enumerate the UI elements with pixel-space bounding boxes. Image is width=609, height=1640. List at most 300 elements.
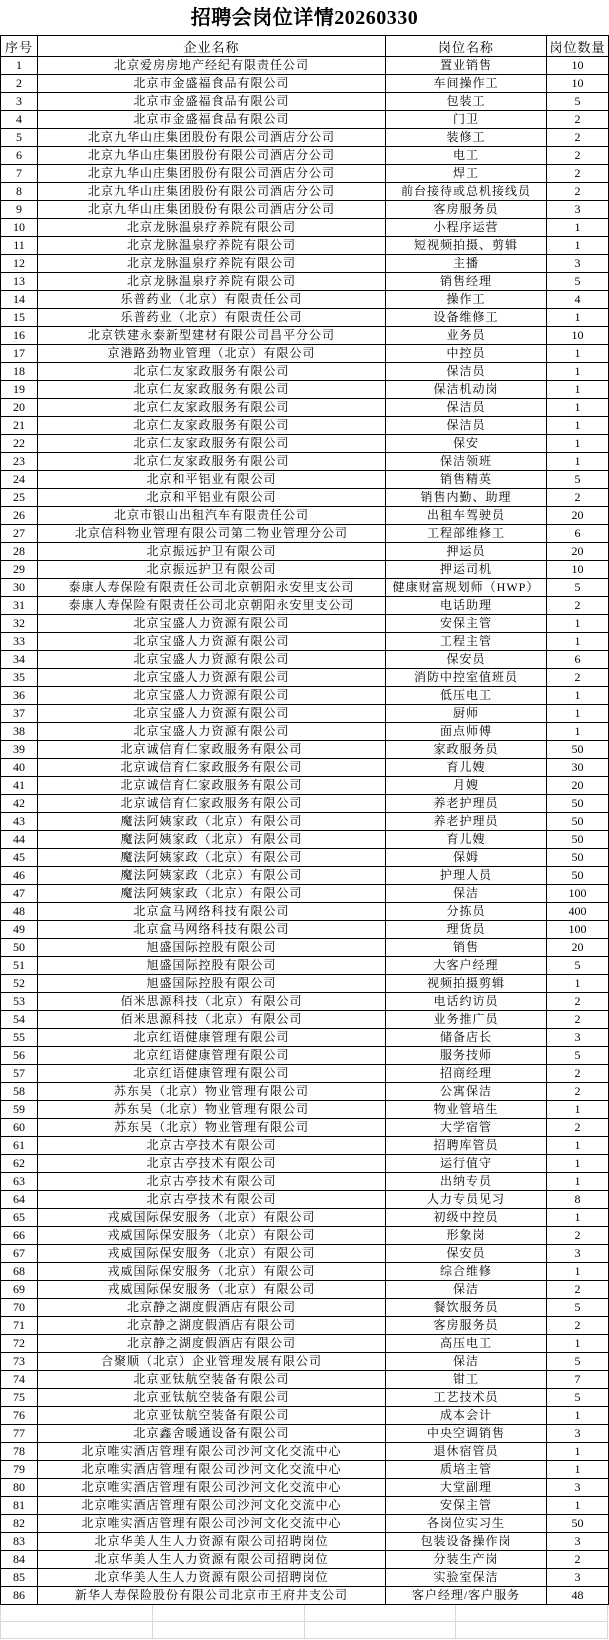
table-row <box>1 381 609 399</box>
cell-position: 消防中控室值班员 <box>386 669 547 687</box>
cell-seq: 75 <box>1 1389 38 1407</box>
cell-seq: 79 <box>1 1461 38 1479</box>
cell-company: 北京华美人生人力资源有限公司招聘岗位 <box>38 1533 386 1551</box>
cell-position: 电工 <box>386 147 547 165</box>
table-row <box>1 129 609 147</box>
cell-count: 20 <box>547 507 609 525</box>
table-row <box>1 561 609 579</box>
cell-seq: 73 <box>1 1353 38 1371</box>
cell-company: 苏东吴（北京）物业管理有限公司 <box>38 1119 386 1137</box>
cell-seq: 3 <box>1 93 38 111</box>
cell-position: 物业管培生 <box>386 1101 547 1119</box>
cell-count: 1 <box>547 687 609 705</box>
table-row <box>1 255 609 273</box>
cell-seq: 63 <box>1 1173 38 1191</box>
cell-company: 北京仁友家政服务有限公司 <box>38 435 386 453</box>
table-row <box>1 831 609 849</box>
cell-seq: 37 <box>1 705 38 723</box>
cell-count: 1 <box>547 1209 609 1227</box>
cell-count: 1 <box>547 399 609 417</box>
cell-company: 北京九华山庄集团股份有限公司酒店分公司 <box>38 165 386 183</box>
cell-company: 北京静之湖度假酒店有限公司 <box>38 1335 386 1353</box>
cell-company: 北京市金盛福食品有限公司 <box>38 111 386 129</box>
cell-count: 3 <box>547 201 609 219</box>
cell-count: 3 <box>547 255 609 273</box>
table-row <box>1 1569 609 1587</box>
cell-position: 初级中控员 <box>386 1209 547 1227</box>
cell-seq: 61 <box>1 1137 38 1155</box>
cell-count: 20 <box>547 939 609 957</box>
table-row <box>1 975 609 993</box>
cell-company: 北京龙脉温泉疗养院有限公司 <box>38 255 386 273</box>
cell-count: 1 <box>547 705 609 723</box>
table-row <box>1 1407 609 1425</box>
cell-seq: 2 <box>1 75 38 93</box>
cell-company: 北京宝盛人力资源有限公司 <box>38 651 386 669</box>
cell-seq: 13 <box>1 273 38 291</box>
cell-company: 北京仁友家政服务有限公司 <box>38 399 386 417</box>
table-row <box>1 1209 609 1227</box>
cell-count: 50 <box>547 831 609 849</box>
table-row <box>1 327 609 345</box>
cell-seq: 52 <box>1 975 38 993</box>
cell-company: 北京盒马网络科技有限公司 <box>38 903 386 921</box>
cell-company: 北京唯实酒店管理有限公司沙河文化交流中心 <box>38 1515 386 1533</box>
cell-count: 1 <box>547 1155 609 1173</box>
cell-seq: 39 <box>1 741 38 759</box>
cell-count: 2 <box>547 1065 609 1083</box>
table-row <box>1 1479 609 1497</box>
cell-count: 50 <box>547 813 609 831</box>
cell-position: 安保主管 <box>386 1497 547 1515</box>
cell-count: 5 <box>547 1047 609 1065</box>
header-count: 岗位数量 <box>547 36 609 57</box>
cell-count: 20 <box>547 777 609 795</box>
cell-position: 大学宿管 <box>386 1119 547 1137</box>
cell-company: 戎威国际保安服务（北京）有限公司 <box>38 1227 386 1245</box>
cell-company: 魔法阿姨家政（北京）有限公司 <box>38 849 386 867</box>
cell-count: 3 <box>547 1029 609 1047</box>
cell-seq: 53 <box>1 993 38 1011</box>
table-row <box>1 1299 609 1317</box>
cell-company: 北京盒马网络科技有限公司 <box>38 921 386 939</box>
table-row <box>1 363 609 381</box>
cell-company: 北京仁友家政服务有限公司 <box>38 381 386 399</box>
cell-seq: 15 <box>1 309 38 327</box>
table-row <box>1 669 609 687</box>
cell-company: 北京静之湖度假酒店有限公司 <box>38 1317 386 1335</box>
cell-seq: 86 <box>1 1587 38 1605</box>
table-row <box>1 417 609 435</box>
cell-position: 保姆 <box>386 849 547 867</box>
cell-company: 佰米思源科技（北京）有限公司 <box>38 1011 386 1029</box>
cell-position: 人力专员见习 <box>386 1191 547 1209</box>
cell-company: 北京古亭技术有限公司 <box>38 1137 386 1155</box>
table-row <box>1 507 609 525</box>
cell-seq: 62 <box>1 1155 38 1173</box>
cell-seq: 64 <box>1 1191 38 1209</box>
cell-company: 北京亚钛航空装备有限公司 <box>38 1371 386 1389</box>
cell-seq: 26 <box>1 507 38 525</box>
cell-position: 低压电工 <box>386 687 547 705</box>
cell-position: 厨师 <box>386 705 547 723</box>
cell-count: 2 <box>547 147 609 165</box>
table-row <box>1 651 609 669</box>
cell-company: 北京龙脉温泉疗养院有限公司 <box>38 237 386 255</box>
cell-position: 电话助理 <box>386 597 547 615</box>
table-row <box>1 291 609 309</box>
cell-position: 保洁领班 <box>386 453 547 471</box>
table-row <box>1 705 609 723</box>
cell-position: 设备维修工 <box>386 309 547 327</box>
cell-company: 北京九华山庄集团股份有限公司酒店分公司 <box>38 147 386 165</box>
cell-seq: 33 <box>1 633 38 651</box>
cell-seq: 42 <box>1 795 38 813</box>
cell-position: 运行值守 <box>386 1155 547 1173</box>
cell-company: 北京仁友家政服务有限公司 <box>38 363 386 381</box>
cell-position: 退休宿管员 <box>386 1443 547 1461</box>
cell-seq: 25 <box>1 489 38 507</box>
cell-seq: 48 <box>1 903 38 921</box>
cell-position: 前台接待或总机接线员 <box>386 183 547 201</box>
cell-position: 质培主管 <box>386 1461 547 1479</box>
cell-company: 北京宝盛人力资源有限公司 <box>38 687 386 705</box>
cell-position: 主播 <box>386 255 547 273</box>
cell-count: 4 <box>547 291 609 309</box>
cell-position: 短视频拍摄、剪辑 <box>386 237 547 255</box>
cell-company: 苏东吴（北京）物业管理有限公司 <box>38 1083 386 1101</box>
cell-seq: 10 <box>1 219 38 237</box>
cell-position: 销售经理 <box>386 273 547 291</box>
cell-count: 100 <box>547 885 609 903</box>
cell-company: 乐普药业（北京）有限责任公司 <box>38 291 386 309</box>
cell-company: 北京振远护卫有限公司 <box>38 561 386 579</box>
cell-position: 小程序运营 <box>386 219 547 237</box>
cell-count: 1 <box>547 1335 609 1353</box>
cell-seq: 51 <box>1 957 38 975</box>
table-row <box>1 1155 609 1173</box>
cell-company: 北京红语健康管理有限公司 <box>38 1065 386 1083</box>
table-row <box>1 1191 609 1209</box>
table-row <box>1 183 609 201</box>
empty-grid-row <box>1 1622 608 1639</box>
cell-company: 北京华美人生人力资源有限公司招聘岗位 <box>38 1551 386 1569</box>
cell-company: 北京仁友家政服务有限公司 <box>38 417 386 435</box>
table-row <box>1 867 609 885</box>
cell-seq: 43 <box>1 813 38 831</box>
page-title: 招聘会岗位详情20260330 <box>190 7 419 29</box>
cell-count: 1 <box>547 723 609 741</box>
cell-position: 餐饮服务员 <box>386 1299 547 1317</box>
cell-seq: 65 <box>1 1209 38 1227</box>
table-row <box>1 597 609 615</box>
cell-seq: 80 <box>1 1479 38 1497</box>
cell-company: 北京唯实酒店管理有限公司沙河文化交流中心 <box>38 1497 386 1515</box>
cell-position: 养老护理员 <box>386 795 547 813</box>
cell-seq: 44 <box>1 831 38 849</box>
cell-seq: 24 <box>1 471 38 489</box>
cell-count: 10 <box>547 561 609 579</box>
cell-seq: 83 <box>1 1533 38 1551</box>
table-row <box>1 1047 609 1065</box>
cell-count: 1 <box>547 417 609 435</box>
table-row <box>1 435 609 453</box>
cell-company: 戎威国际保安服务（北京）有限公司 <box>38 1245 386 1263</box>
cell-company: 魔法阿姨家政（北京）有限公司 <box>38 885 386 903</box>
table-row <box>1 93 609 111</box>
cell-position: 保安员 <box>386 651 547 669</box>
cell-position: 出纳专员 <box>386 1173 547 1191</box>
cell-count: 50 <box>547 849 609 867</box>
cell-count: 10 <box>547 75 609 93</box>
cell-seq: 70 <box>1 1299 38 1317</box>
cell-seq: 5 <box>1 129 38 147</box>
header-seq: 序号 <box>1 36 38 57</box>
table-row <box>1 273 609 291</box>
cell-seq: 66 <box>1 1227 38 1245</box>
cell-company: 北京信科物业管理有限公司第二物业管理分公司 <box>38 525 386 543</box>
cell-seq: 46 <box>1 867 38 885</box>
table-row <box>1 1101 609 1119</box>
table-row <box>1 543 609 561</box>
cell-position: 招商经理 <box>386 1065 547 1083</box>
cell-company: 合聚顺（北京）企业管理发展有限公司 <box>38 1353 386 1371</box>
cell-position: 保洁机动岗 <box>386 381 547 399</box>
cell-position: 中央空调销售 <box>386 1425 547 1443</box>
cell-count: 2 <box>547 1551 609 1569</box>
cell-count: 20 <box>547 543 609 561</box>
cell-company: 魔法阿姨家政（北京）有限公司 <box>38 831 386 849</box>
cell-company: 旭盛国际控股有限公司 <box>38 939 386 957</box>
cell-position: 钳工 <box>386 1371 547 1389</box>
cell-seq: 82 <box>1 1515 38 1533</box>
table-row <box>1 921 609 939</box>
cell-count: 1 <box>547 1101 609 1119</box>
cell-seq: 59 <box>1 1101 38 1119</box>
table-row <box>1 1443 609 1461</box>
cell-seq: 4 <box>1 111 38 129</box>
cell-company: 北京铁建永泰新型建材有限公司昌平分公司 <box>38 327 386 345</box>
cell-position: 综合维修 <box>386 1263 547 1281</box>
cell-position: 保洁员 <box>386 363 547 381</box>
table-row <box>1 615 609 633</box>
cell-seq: 36 <box>1 687 38 705</box>
cell-company: 北京龙脉温泉疗养院有限公司 <box>38 219 386 237</box>
cell-position: 业务推广员 <box>386 1011 547 1029</box>
cell-company: 新华人寿保险股份有限公司北京市王府井支公司 <box>38 1587 386 1605</box>
cell-count: 1 <box>547 219 609 237</box>
cell-company: 佰米思源科技（北京）有限公司 <box>38 993 386 1011</box>
cell-seq: 35 <box>1 669 38 687</box>
cell-position: 公寓保洁 <box>386 1083 547 1101</box>
table-row <box>1 1551 609 1569</box>
table-row <box>1 309 609 327</box>
cell-position: 客房服务员 <box>386 201 547 219</box>
cell-position: 保洁 <box>386 885 547 903</box>
cell-company: 戎威国际保安服务（北京）有限公司 <box>38 1281 386 1299</box>
table-row <box>1 939 609 957</box>
cell-company: 北京市金盛福食品有限公司 <box>38 75 386 93</box>
cell-company: 北京仁友家政服务有限公司 <box>38 453 386 471</box>
table-row <box>1 759 609 777</box>
cell-count: 50 <box>547 741 609 759</box>
cell-count: 5 <box>547 93 609 111</box>
cell-seq: 9 <box>1 201 38 219</box>
cell-count: 1 <box>547 975 609 993</box>
cell-position: 焊工 <box>386 165 547 183</box>
cell-position: 育儿嫂 <box>386 831 547 849</box>
cell-seq: 56 <box>1 1047 38 1065</box>
cell-seq: 29 <box>1 561 38 579</box>
cell-seq: 28 <box>1 543 38 561</box>
cell-position: 客房服务员 <box>386 1317 547 1335</box>
cell-count: 2 <box>547 597 609 615</box>
cell-seq: 55 <box>1 1029 38 1047</box>
cell-count: 1 <box>547 453 609 471</box>
cell-count: 2 <box>547 1227 609 1245</box>
table-row <box>1 777 609 795</box>
cell-seq: 85 <box>1 1569 38 1587</box>
table-row <box>1 633 609 651</box>
table-row <box>1 1371 609 1389</box>
cell-company: 北京九华山庄集团股份有限公司酒店分公司 <box>38 201 386 219</box>
cell-company: 旭盛国际控股有限公司 <box>38 957 386 975</box>
cell-company: 北京华美人生人力资源有限公司招聘岗位 <box>38 1569 386 1587</box>
table-row <box>1 849 609 867</box>
cell-position: 中控员 <box>386 345 547 363</box>
table-row <box>1 1119 609 1137</box>
cell-count: 50 <box>547 867 609 885</box>
cell-seq: 7 <box>1 165 38 183</box>
table-row <box>1 1497 609 1515</box>
table-row <box>1 1173 609 1191</box>
cell-seq: 71 <box>1 1317 38 1335</box>
table-row <box>1 885 609 903</box>
cell-count: 1 <box>547 633 609 651</box>
cell-count: 6 <box>547 651 609 669</box>
cell-company: 旭盛国际控股有限公司 <box>38 975 386 993</box>
cell-position: 工艺技术员 <box>386 1389 547 1407</box>
cell-company: 北京宝盛人力资源有限公司 <box>38 669 386 687</box>
cell-count: 8 <box>547 1191 609 1209</box>
cell-position: 分装生产岗 <box>386 1551 547 1569</box>
cell-company: 北京诚信育仁家政服务有限公司 <box>38 777 386 795</box>
cell-count: 5 <box>547 273 609 291</box>
table-row <box>1 489 609 507</box>
cell-count: 1 <box>547 1263 609 1281</box>
table-header <box>1 36 609 57</box>
cell-count: 1 <box>547 1497 609 1515</box>
cell-seq: 84 <box>1 1551 38 1569</box>
cell-seq: 32 <box>1 615 38 633</box>
cell-position: 分拣员 <box>386 903 547 921</box>
cell-seq: 22 <box>1 435 38 453</box>
table-row <box>1 1425 609 1443</box>
cell-count: 50 <box>547 795 609 813</box>
cell-seq: 78 <box>1 1443 38 1461</box>
cell-position: 包装设备操作岗 <box>386 1533 547 1551</box>
table-row <box>1 1011 609 1029</box>
table-row <box>1 1083 609 1101</box>
cell-company: 北京红语健康管理有限公司 <box>38 1047 386 1065</box>
cell-count: 1 <box>547 309 609 327</box>
table-row <box>1 1335 609 1353</box>
cell-seq: 76 <box>1 1407 38 1425</box>
cell-count: 3 <box>547 1569 609 1587</box>
cell-count: 2 <box>547 1083 609 1101</box>
cell-seq: 6 <box>1 147 38 165</box>
table-row <box>1 525 609 543</box>
cell-company: 北京九华山庄集团股份有限公司酒店分公司 <box>38 183 386 201</box>
cell-seq: 60 <box>1 1119 38 1137</box>
table-row <box>1 741 609 759</box>
table-row <box>1 1137 609 1155</box>
cell-seq: 45 <box>1 849 38 867</box>
table-row <box>1 165 609 183</box>
cell-position: 实验室保洁 <box>386 1569 547 1587</box>
table-row <box>1 993 609 1011</box>
cell-company: 北京爱房房地产经纪有限责任公司 <box>38 57 386 75</box>
cell-count: 2 <box>547 669 609 687</box>
cell-count: 5 <box>547 1353 609 1371</box>
cell-seq: 18 <box>1 363 38 381</box>
cell-seq: 58 <box>1 1083 38 1101</box>
cell-count: 5 <box>547 1389 609 1407</box>
cell-seq: 34 <box>1 651 38 669</box>
table-row <box>1 471 609 489</box>
cell-position: 工程主管 <box>386 633 547 651</box>
cell-seq: 1 <box>1 57 38 75</box>
cell-position: 保安 <box>386 435 547 453</box>
cell-position: 各岗位实习生 <box>386 1515 547 1533</box>
cell-count: 1 <box>547 1407 609 1425</box>
cell-company: 北京静之湖度假酒店有限公司 <box>38 1299 386 1317</box>
cell-count: 7 <box>547 1371 609 1389</box>
cell-count: 1 <box>547 381 609 399</box>
cell-seq: 74 <box>1 1371 38 1389</box>
cell-position: 保洁员 <box>386 399 547 417</box>
cell-position: 操作工 <box>386 291 547 309</box>
table-row <box>1 57 609 75</box>
cell-count: 1 <box>547 1461 609 1479</box>
cell-company: 北京诚信育仁家政服务有限公司 <box>38 741 386 759</box>
cell-count: 1 <box>547 1137 609 1155</box>
table-row <box>1 1317 609 1335</box>
cell-count: 5 <box>547 471 609 489</box>
cell-count: 10 <box>547 57 609 75</box>
cell-company: 北京古亭技术有限公司 <box>38 1191 386 1209</box>
cell-seq: 27 <box>1 525 38 543</box>
cell-company: 北京古亭技术有限公司 <box>38 1173 386 1191</box>
cell-count: 10 <box>547 327 609 345</box>
cell-position: 业务员 <box>386 327 547 345</box>
cell-company: 北京九华山庄集团股份有限公司酒店分公司 <box>38 129 386 147</box>
table-row <box>1 1533 609 1551</box>
cell-company: 北京龙脉温泉疗养院有限公司 <box>38 273 386 291</box>
cell-company: 北京和平铝业有限公司 <box>38 471 386 489</box>
cell-company: 北京宝盛人力资源有限公司 <box>38 633 386 651</box>
cell-position: 门卫 <box>386 111 547 129</box>
table-row <box>1 723 609 741</box>
cell-position: 工程部维修工 <box>386 525 547 543</box>
cell-count: 5 <box>547 1299 609 1317</box>
table-row <box>1 1515 609 1533</box>
header-company: 企业名称 <box>38 36 386 57</box>
cell-position: 大堂副理 <box>386 1479 547 1497</box>
table-row <box>1 1263 609 1281</box>
cell-company: 北京市金盛福食品有限公司 <box>38 93 386 111</box>
cell-count: 400 <box>547 903 609 921</box>
